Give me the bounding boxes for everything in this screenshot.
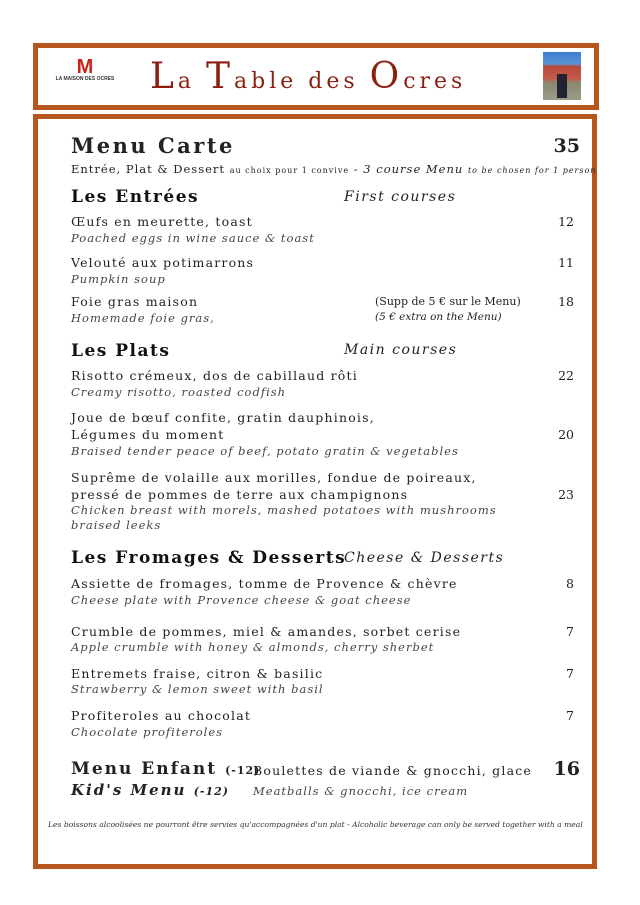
item-price: 12 (558, 214, 574, 229)
item-translation: Apple crumble with honey & almonds, cherry sherbet (71, 640, 435, 654)
kids-menu-dish: Boulettes de viande & gnocchi, glace (253, 763, 533, 778)
item-translation: Homemade foie gras, (71, 311, 215, 325)
item-price: 8 (566, 576, 574, 591)
item-translation: Chocolate profiteroles (71, 725, 224, 739)
supplement-note: (Supp de 5 € sur le Menu) (375, 295, 521, 308)
item-name-line2: pressé de pommes de terre aux champignons (71, 487, 409, 502)
item-price: 7 (566, 624, 574, 639)
section-desserts-title: Les Fromages & Desserts (71, 548, 347, 568)
item-name: Suprême de volaille aux morilles, fondue de poireaux, (71, 470, 477, 485)
menu-carte-title: Menu Carte (71, 133, 235, 158)
item-price: 20 (558, 427, 574, 442)
section-desserts-title-en: Cheese & Desserts (344, 550, 505, 566)
item-translation: Strawberry & lemon sweet with basil (71, 682, 324, 696)
item-price: 7 (566, 708, 574, 723)
item-price: 23 (558, 487, 574, 502)
menu-carte-price: 35 (553, 135, 580, 157)
item-name-line2: Légumes du moment (71, 427, 225, 442)
item-name: Velouté aux potimarrons (71, 255, 255, 270)
restaurant-title: La Table des Ocres (150, 56, 467, 97)
item-price: 7 (566, 666, 574, 681)
kids-menu-title-en: Kid's Menu (-12) (71, 781, 229, 799)
menu-carte-subtitle: Entrée, Plat & Dessert au choix pour 1 convive - 3 course Menu to be chosen for 1 person (71, 162, 597, 176)
section-entrees-title: Les Entrées (71, 187, 200, 207)
item-name: Crumble de pommes, miel & amandes, sorbet cerise (71, 624, 462, 639)
item-name: Risotto crémeux, dos de cabillaud rôti (71, 368, 358, 383)
logo: M LA MAISON DES OCRES (55, 56, 115, 82)
item-name: Assiette de fromages, tomme de Provence & chèvre (71, 576, 458, 591)
footer-note: Les boissons alcoolisées ne pourront être servies qu'accompagnées d'un plat - Alcoholic beverage can only be served together with a meal (48, 820, 583, 829)
restaurant-photo (543, 52, 581, 100)
supplement-note-en: (5 € extra on the Menu) (375, 311, 502, 323)
item-translation: Cheese plate with Provence cheese & goat cheese (71, 593, 412, 607)
item-translation: Pumpkin soup (71, 272, 166, 286)
item-translation-line2: braised leeks (71, 518, 162, 532)
item-price: 11 (558, 255, 574, 270)
section-entrees-title-en: First courses (344, 189, 457, 205)
kids-menu-dish-en: Meatballs & gnocchi, ice cream (253, 784, 469, 798)
item-name: Œufs en meurette, toast (71, 214, 253, 229)
section-plats-title-en: Main courses (344, 342, 458, 358)
item-price: 22 (558, 368, 574, 383)
item-name: Entremets fraise, citron & basilic (71, 666, 324, 681)
item-name: Profiteroles au chocolat (71, 708, 252, 723)
item-translation: Braised tender peace of beef, potato gratin & vegetables (71, 444, 459, 458)
item-translation: Chicken breast with morels, mashed potatoes with mushrooms (71, 503, 497, 517)
item-name: Foie gras maison (71, 294, 199, 309)
kids-menu-title: Menu Enfant (-12) (71, 759, 261, 779)
section-plats-title: Les Plats (71, 341, 171, 361)
item-price: 18 (558, 294, 574, 309)
kids-menu-price: 16 (553, 758, 580, 780)
item-translation: Creamy risotto, roasted codfish (71, 385, 287, 399)
item-translation: Poached eggs in wine sauce & toast (71, 231, 315, 245)
item-name: Joue de bœuf confite, gratin dauphinois, (71, 410, 375, 425)
